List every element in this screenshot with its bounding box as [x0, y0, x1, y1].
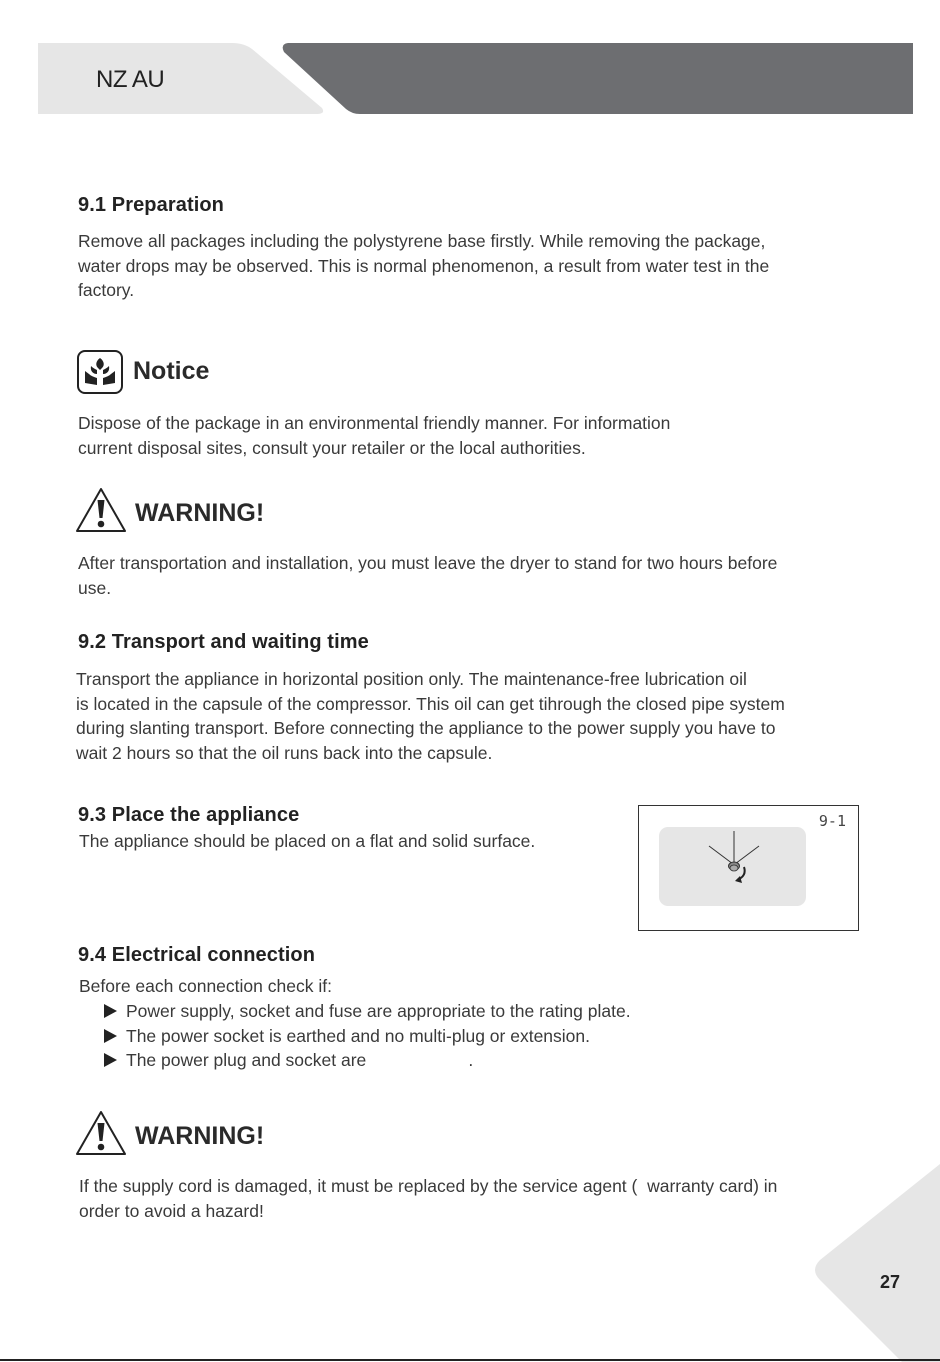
warning-body: [78, 551, 777, 600]
text-line: If the supply cord is damaged, it must be replaced by the service agent ( warranty card) in: [79, 1176, 778, 1196]
section-9-4-intro: Before each connection check if:: [79, 976, 332, 996]
text-line: current disposal sites, consult your retailer or the local authorities.: [78, 437, 586, 458]
section-9-4-heading: 9.4 Electrical connection: [78, 944, 316, 966]
header-banner: [0, 0, 940, 120]
leveling-foot-icon: [705, 828, 765, 892]
text-line: use.: [78, 577, 112, 598]
notice-body: [78, 411, 670, 460]
text-line: Transport the appliance in horizontal position only. The maintenance-free lubrication oil: [76, 669, 747, 689]
text-line: After transportation and installation, you must leave the dryer to stand for two hours before: [78, 553, 778, 573]
triangle-bullet-icon: [104, 1053, 117, 1067]
page-corner-decoration: [810, 1162, 940, 1362]
text-line: is located in the capsule of the compressor. This oil can get tihrough the closed pipe system: [76, 693, 785, 714]
page-number: 27: [880, 1272, 901, 1292]
list-item-text: Power supply, socket and fuse are appropriate to the rating plate.: [126, 1001, 631, 1021]
recycle-hands-icon: [77, 350, 123, 394]
notice-title: Notice: [133, 357, 210, 385]
text-line: Dispose of the package in an environmental friendly manner. For information: [78, 413, 671, 433]
figure-9-1: [638, 805, 859, 931]
section-9-1-body: [78, 229, 769, 303]
text-line: water drops may be observed. This is normal phenomenon, a result from water test in the: [78, 255, 770, 276]
region-label: NZ AU: [96, 66, 165, 93]
section-9-1-heading: 9.1 Preparation: [78, 194, 225, 216]
list-item: [104, 999, 631, 1024]
footer-rule: [0, 1359, 940, 1361]
warning-triangle-icon: [75, 486, 127, 534]
triangle-bullet-icon: [104, 1029, 117, 1043]
section-9-3-heading: 9.3 Place the appliance: [78, 804, 300, 826]
warning-title: WARNING!: [135, 499, 265, 527]
section-9-4-list: [104, 999, 631, 1073]
section-9-2-heading: 9.2 Transport and waiting time: [78, 631, 369, 653]
warning-title: WARNING!: [135, 1122, 265, 1150]
text-line: Remove all packages including the polystyrene base firstly. While removing the package,: [78, 231, 766, 251]
text-line: during slanting transport. Before connecting the appliance to the power supply you have to: [76, 718, 776, 738]
warning-body: [79, 1174, 777, 1223]
text-line: wait 2 hours so that the oil runs back into the capsule.: [76, 742, 493, 763]
section-9-3-body: [79, 829, 535, 854]
list-item-text: The power plug and socket are .: [126, 1050, 474, 1070]
triangle-bullet-icon: [104, 1004, 117, 1018]
section-9-2-body: [76, 667, 785, 765]
list-item: [104, 1048, 631, 1073]
figure-label: 9-1: [818, 812, 846, 830]
text-line: factory.: [78, 280, 135, 300]
text-line: order to avoid a hazard!: [79, 1200, 264, 1221]
list-item: [104, 1024, 631, 1049]
warning-triangle-icon: [75, 1109, 127, 1157]
list-item-text: The power socket is earthed and no multi-plug or extension.: [126, 1025, 591, 1046]
text-line: The appliance should be placed on a flat and solid surface.: [79, 831, 536, 851]
